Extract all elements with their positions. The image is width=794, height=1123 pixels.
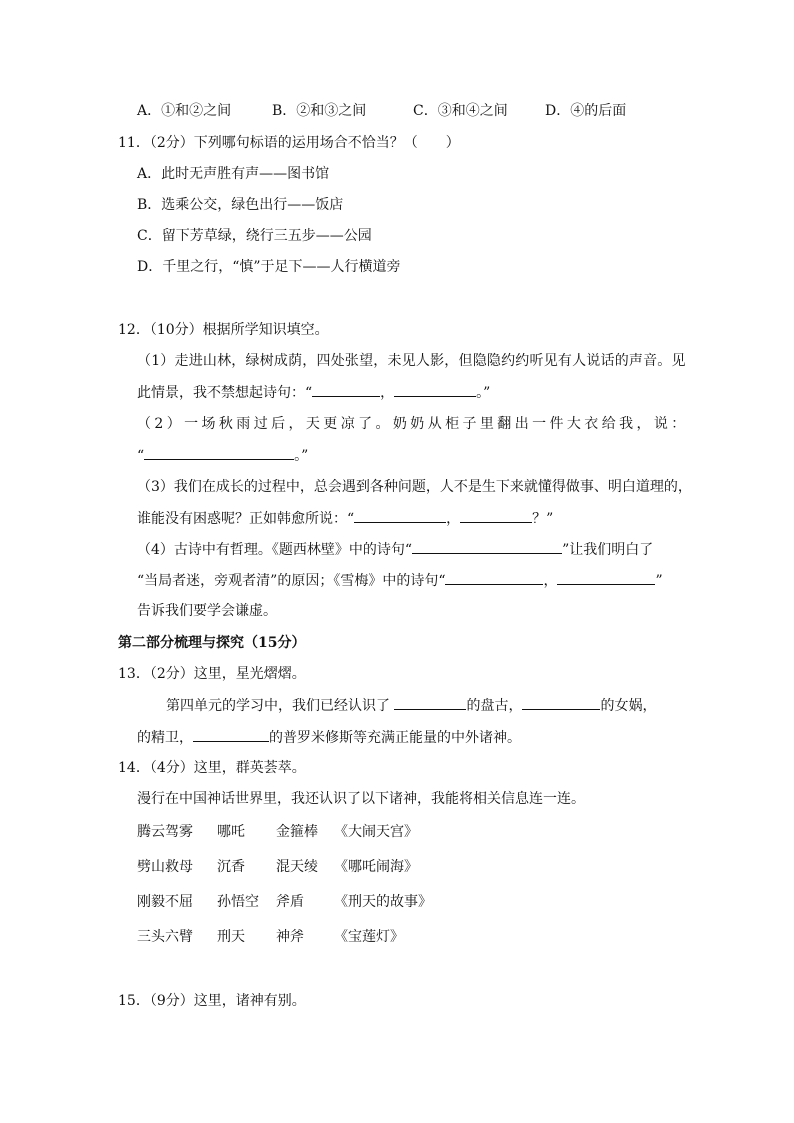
closing-quote: 。”: [476, 385, 491, 401]
q14-row2-col3[interactable]: 混天绫: [276, 859, 318, 875]
q12-part1-line2: [137, 382, 490, 403]
q12-part4-text: “当局者迷，旁观者清”的原因；《雪梅》中的诗句“: [137, 573, 446, 589]
closing-quote: ？”: [532, 511, 554, 527]
q10-option-c: C．③和④之间: [413, 103, 508, 119]
q14-row1-col1[interactable]: 腾云驾雾: [137, 824, 193, 840]
answer-blank[interactable]: [193, 727, 269, 742]
q12-part1-line1: （1）走进山林，绿树成荫，四处张望，未见人影，但隐隐约约听见有人说话的声音。见: [137, 353, 686, 369]
q14-row3-col3[interactable]: 斧盾: [276, 894, 304, 910]
q14-stem: 14．（4分）这里，群英荟萃。: [118, 760, 306, 776]
separator: ，: [543, 573, 558, 589]
q12-part3-text: 谁能没有困惑呢？正如韩愈所说：“: [137, 511, 355, 527]
part2-heading: 第二部分梳理与探究（15分）: [118, 635, 306, 651]
q13-line2: [137, 727, 521, 748]
q10-option-a: A．①和②之间: [137, 103, 232, 119]
q14-row2-col4[interactable]: 《哪吒闹海》: [334, 859, 418, 875]
q10-option-b: B．②和③之间: [272, 103, 367, 119]
q12-part2-line2: [137, 445, 308, 466]
q14-row1-col2[interactable]: 哪吒: [217, 824, 245, 840]
q13-text: 的精卫，: [137, 730, 193, 746]
q15-stem: 15．（9分）这里，诸神有别。: [118, 993, 306, 1009]
answer-blank[interactable]: [412, 539, 562, 554]
answer-blank[interactable]: [522, 695, 600, 710]
q14-row4-col3[interactable]: 神斧: [276, 929, 304, 945]
q10-option-d: D．④的后面: [545, 103, 627, 119]
q14-row2-col2[interactable]: 沉香: [217, 859, 245, 875]
answer-blank[interactable]: [445, 570, 543, 585]
q14-row3-col1[interactable]: 刚毅不屈: [137, 894, 193, 910]
q11-option-d: D．千里之行，“慎”于足下——人行横道旁: [137, 259, 401, 275]
q12-part4-line3: 告诉我们要学会谦虚。: [137, 603, 277, 619]
q14-row3-col2[interactable]: 孙悟空: [217, 894, 259, 910]
q13-text: 的盘古，: [466, 698, 523, 714]
q13-text: 的女娲，: [600, 698, 657, 714]
q14-row4-col1[interactable]: 三头六臂: [137, 929, 193, 945]
separator: ，: [380, 385, 395, 401]
q13-line1: [166, 695, 656, 716]
q14-row1-col4[interactable]: 《大闹天宫》: [334, 824, 418, 840]
q12-part4-text-end: ”让我们明白了: [562, 542, 654, 558]
q11-option-b: B．选乘公交，绿色出行——饭店: [137, 197, 344, 213]
q12-part2-line1: （2）一场秋雨过后，天更凉了。奶奶从柜子里翻出一件大衣给我，说：: [137, 416, 689, 432]
closing-quote: ”: [655, 573, 663, 589]
open-quote: “: [137, 448, 145, 464]
answer-blank[interactable]: [557, 570, 655, 585]
q11-stem: 11．（2分）下列哪句标语的运用场合不恰当？（ ）: [118, 135, 460, 151]
q12-part3-line2: [137, 508, 553, 529]
q11-option-c: C．留下芳草绿，绕行三五步——公园: [137, 228, 372, 244]
answer-blank[interactable]: [144, 445, 294, 460]
q13-text: 第四单元的学习中，我们已经认识了: [166, 698, 390, 714]
separator: ，: [446, 511, 461, 527]
q14-intro: 漫行在中国神话世界里，我还认识了以下诸神，我能将相关信息连一连。: [137, 791, 585, 807]
q14-row2-col1[interactable]: 劈山救母: [137, 859, 193, 875]
q13-stem: 13．（2分）这里，星光熠熠。: [118, 666, 306, 682]
q12-part4-text: （4）古诗中有哲理。《题西林壁》中的诗句“: [137, 542, 413, 558]
q11-option-a: A．此时无声胜有声——图书馆: [137, 166, 330, 182]
q12-part4-line2: [137, 570, 663, 591]
answer-blank[interactable]: [460, 508, 532, 523]
q14-row4-col4[interactable]: 《宝莲灯》: [334, 929, 404, 945]
answer-blank[interactable]: [394, 382, 476, 397]
q12-part4-line1: [137, 539, 653, 560]
q13-text: 的普罗米修斯等充满正能量的中外诸神。: [269, 730, 521, 746]
q14-row4-col2[interactable]: 刑天: [217, 929, 245, 945]
q14-row1-col3[interactable]: 金箍棒: [276, 824, 318, 840]
q14-row3-col4[interactable]: 《刑天的故事》: [334, 894, 432, 910]
q12-part1-text: 此情景，我不禁想起诗句：“: [137, 385, 313, 401]
q12-part3-line1: （3）我们在成长的过程中，总会遇到各种问题，人不是生下来就懂得做事、明白道理的，: [137, 479, 692, 495]
q12-stem: 12．（10分）根据所学知识填空。: [118, 322, 329, 338]
closing-quote: 。”: [294, 448, 309, 464]
answer-blank[interactable]: [354, 508, 446, 523]
answer-blank[interactable]: [312, 382, 380, 397]
answer-blank[interactable]: [394, 695, 466, 710]
